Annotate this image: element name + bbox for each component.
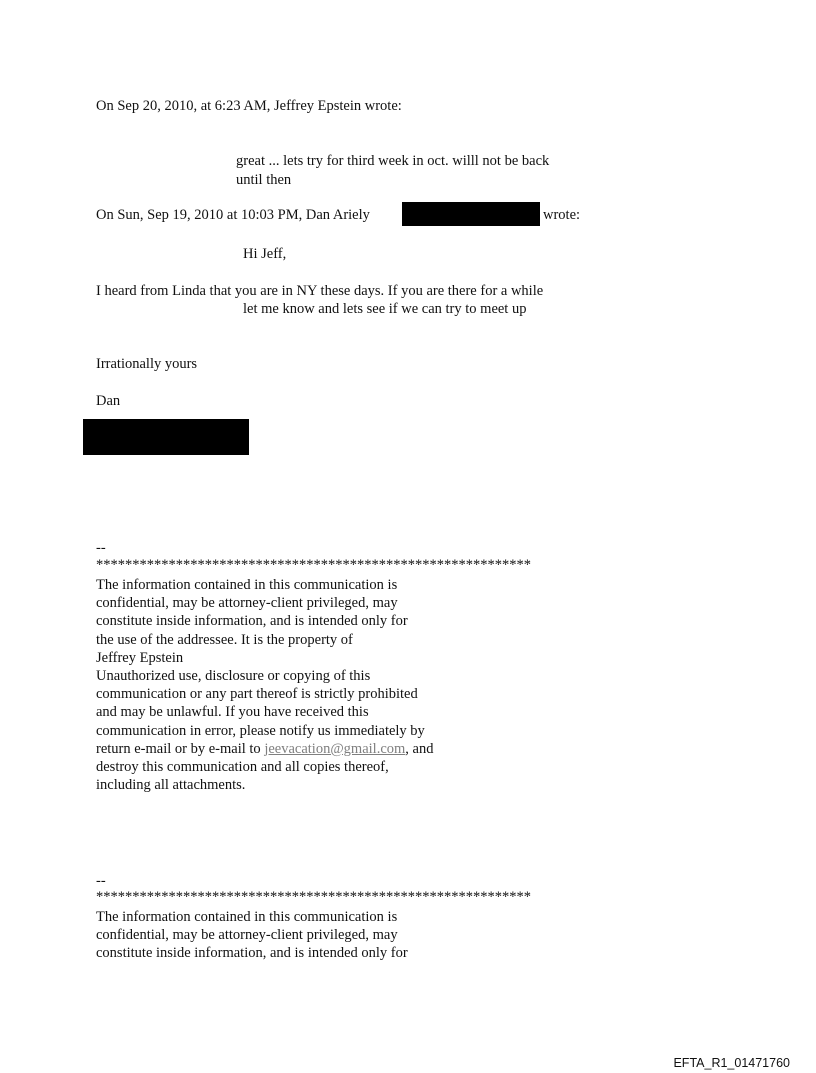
- redaction-signature-block: [83, 419, 249, 455]
- email-header-2-prefix: On Sun, Sep 19, 2010 at 10:03 PM, Dan Ariely: [96, 207, 370, 223]
- disclaimer-text: [96, 576, 433, 794]
- closing: Irrationally yours: [96, 356, 198, 372]
- separator-stars: ************************************************************: [96, 889, 531, 905]
- disclaimer-text-after-link: , and destroy this communication and all copies thereof, including all attachments.: [96, 740, 434, 794]
- document-id: EFTA_R1_01471760: [673, 1056, 790, 1070]
- separator-dashes: --: [96, 873, 106, 889]
- disclaimer-text: The information contained in this communication is confidential, may be attorney-client privileged, may constitute inside information, and is intended only for: [96, 909, 408, 962]
- email-header-2-suffix: wrote:: [543, 207, 581, 223]
- separator-stars: ************************************************************: [96, 557, 531, 573]
- reply-line-1: great ... lets try for third week in oct. willl not be back: [236, 153, 550, 169]
- greeting: Hi Jeff,: [243, 246, 287, 262]
- body-line-1: I heard from Linda that you are in NY these days. If you are there for a while: [96, 283, 544, 299]
- separator-dashes: --: [96, 540, 106, 556]
- signature: Dan: [96, 393, 121, 409]
- redaction-email-address: [402, 202, 540, 226]
- body-line-2: let me know and lets see if we can try to meet up: [243, 301, 527, 317]
- email-link[interactable]: jeevacation@gmail.com: [264, 740, 406, 757]
- reply-line-2: until then: [236, 172, 292, 188]
- disclaimer-text-before-link: The information contained in this communication is confidential, may be attorney-client privileged, may constitute inside information, and is intended only for the use of the addressee. It is the property of Jeffrey Epstein Unauthorized use, disclosure or copying of this communication or any part thereof is strictly prohibited and may be unlawful. If you have received this communication in error, please notify us immediately by return e-mail or by e-mail to: [96, 577, 425, 757]
- email-header-1: On Sep 20, 2010, at 6:23 AM, Jeffrey Epstein wrote:: [96, 98, 402, 114]
